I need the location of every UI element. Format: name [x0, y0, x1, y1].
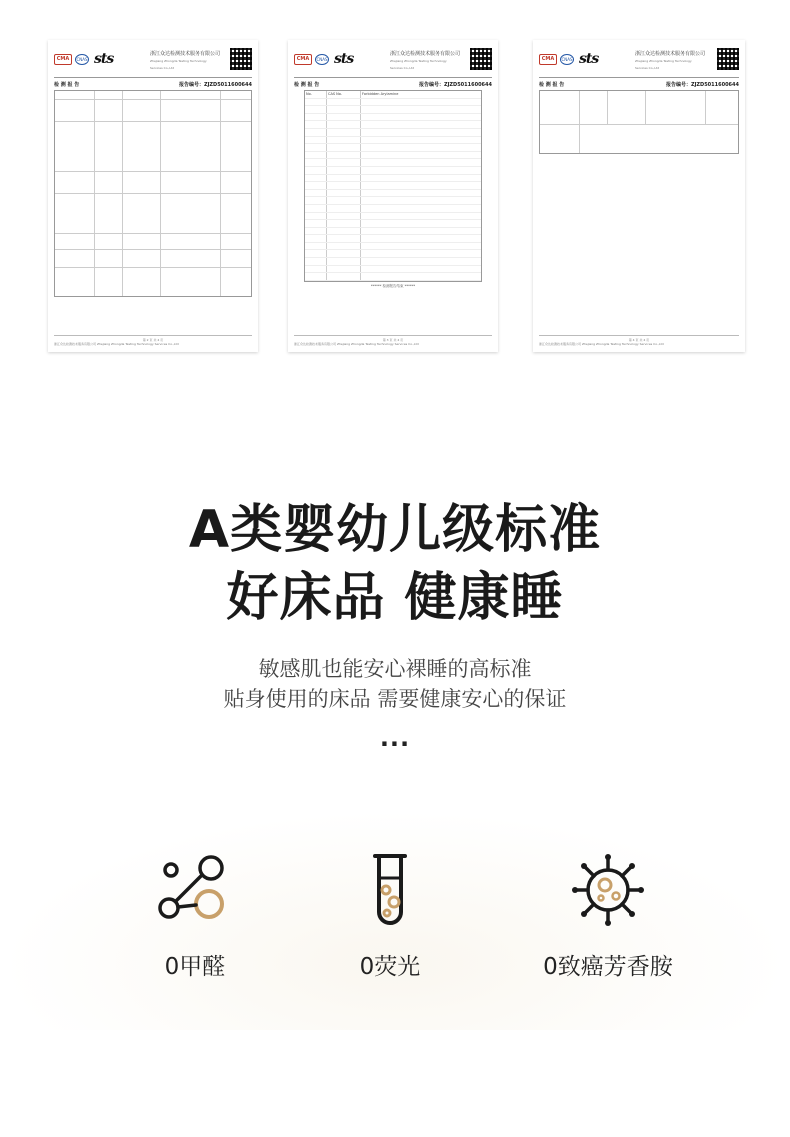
table-cell: [305, 266, 327, 273]
table-cell: [305, 235, 327, 242]
table-row: [305, 129, 481, 137]
sts-logo: sts: [334, 51, 354, 67]
table-row: [305, 266, 481, 274]
table-cell: [305, 106, 327, 113]
table-cell: [327, 144, 361, 151]
table-cell: [327, 250, 361, 257]
table-cell: [327, 99, 361, 106]
test-report-page-1: [48, 40, 258, 352]
table-cell: [327, 159, 361, 166]
table-cell: [305, 129, 327, 136]
table-cell: [327, 273, 361, 280]
column-header: Forbidden Arylamine: [362, 92, 399, 96]
table-cell: [305, 167, 327, 174]
molecule-icon: [155, 850, 235, 930]
table-cell: [305, 159, 327, 166]
headline-line-2: 好床品 健康睡: [226, 568, 564, 628]
table-cell: [305, 152, 327, 159]
table-cell: [305, 273, 327, 280]
table-row: [305, 106, 481, 114]
table-cell: [327, 220, 361, 227]
table-cell: [327, 258, 361, 265]
test-report-page-2: [288, 40, 498, 352]
cnas-logo: CNAS: [75, 54, 89, 65]
table-cell: [361, 205, 481, 212]
table-cell: [305, 213, 327, 220]
table-row: [305, 205, 481, 213]
sts-logo: sts: [94, 51, 114, 67]
report-header: [54, 46, 252, 78]
cma-logo: CMA: [54, 54, 72, 65]
table-cell: [361, 175, 481, 182]
feature-zero-carcinogenic-amine: [528, 850, 688, 981]
report-title-bar: [54, 81, 252, 88]
table-row: [305, 152, 481, 160]
report-title-bar: [294, 81, 492, 88]
virus-icon: [568, 850, 648, 930]
report-end-marker: ****** 检测报告结束 ******: [370, 283, 416, 288]
table-cell: [305, 137, 327, 144]
table-row: [305, 220, 481, 228]
table-cell: [305, 190, 327, 197]
table-cell: [305, 258, 327, 265]
cnas-logo: CNAS: [560, 54, 574, 65]
cma-logo: CMA: [539, 54, 557, 65]
table-cell: [305, 121, 327, 128]
table-cell: [361, 137, 481, 144]
table-cell: [327, 205, 361, 212]
company-name-en: Zhejiang Zhongda Testing Technology Services Co.,Ltd: [150, 59, 207, 70]
table-cell: [361, 99, 481, 106]
company-name-cn: 浙江众达检测技术服务有限公司: [150, 51, 221, 57]
table-cell: [305, 228, 327, 235]
test-report-strip: [0, 0, 790, 360]
table-row: [305, 137, 481, 145]
table-row: [305, 182, 481, 190]
table-cell: [305, 114, 327, 121]
report-footer: [54, 335, 252, 346]
report-label: 检 测 报 告: [539, 82, 565, 88]
table-cell: [361, 213, 481, 220]
sts-logo: sts: [579, 51, 599, 67]
table-cell: [361, 114, 481, 121]
company-name: [635, 51, 705, 72]
subtitle-line-2: 贴身使用的床品 需要健康安心的保证: [223, 687, 567, 711]
table-cell: [327, 243, 361, 250]
arylamine-table: [304, 90, 482, 282]
table-row: [305, 273, 481, 281]
report-label: 检 测 报 告: [294, 82, 320, 88]
table-cell: [327, 228, 361, 235]
table-row: [305, 114, 481, 122]
table-cell: [361, 228, 481, 235]
table-row: [305, 228, 481, 236]
table-cell: [361, 144, 481, 151]
column-header: CAS No.: [327, 91, 361, 98]
ellipsis-divider: ...: [379, 724, 411, 752]
company-name-cn: 浙江众达检测技术服务有限公司: [390, 51, 461, 57]
table-cell: [361, 190, 481, 197]
table-cell: [361, 129, 481, 136]
feature-zero-formaldehyde: [115, 850, 275, 981]
table-cell: [327, 182, 361, 189]
table-cell: [361, 273, 481, 280]
certification-logos: [54, 52, 113, 66]
cnas-logo: CNAS: [315, 54, 329, 65]
company-name: [390, 51, 460, 72]
table-row: [305, 159, 481, 167]
report-number: 报告编号：ZJZD5011600644: [178, 82, 252, 88]
footer-address: 浙江众达检测技术服务有限公司 Zhejiang Zhongda Testing Technology Services Co.,Ltd: [54, 342, 179, 346]
qr-code: [470, 48, 492, 70]
table-cell: [361, 266, 481, 273]
arylamine-list: [305, 99, 481, 281]
table-cell: [361, 159, 481, 166]
table-row: [305, 144, 481, 152]
table-cell: [327, 114, 361, 121]
report-number: 报告编号：ZJZD5011600644: [418, 82, 492, 88]
table-cell: [327, 213, 361, 220]
table-cell: [361, 106, 481, 113]
column-header: No.: [305, 91, 327, 98]
table-cell: [361, 235, 481, 242]
table-row: [305, 197, 481, 205]
page-number: 第 2 页 共 4 页: [142, 338, 164, 342]
report-table: [539, 90, 739, 154]
test-report-page-3: [533, 40, 745, 352]
test-tube-icon: [350, 850, 430, 930]
table-row: [305, 190, 481, 198]
table-cell: [361, 220, 481, 227]
table-row: [305, 250, 481, 258]
table-cell: [361, 258, 481, 265]
report-table: [54, 90, 252, 297]
table-cell: [361, 121, 481, 128]
table-cell: [305, 99, 327, 106]
report-header: [294, 46, 492, 78]
table-cell: [305, 182, 327, 189]
table-row: [305, 213, 481, 221]
table-cell: [305, 243, 327, 250]
report-number: 报告编号：ZJZD5011600644: [665, 82, 739, 88]
company-name-en: Zhejiang Zhongda Testing Technology Services Co.,Ltd: [635, 59, 692, 70]
feature-label: 0致癌芳香胺: [543, 954, 673, 980]
table-cell: [327, 137, 361, 144]
table-row: [305, 243, 481, 251]
company-name-cn: 浙江众达检测技术服务有限公司: [635, 51, 706, 57]
qr-code: [717, 48, 739, 70]
table-row: [305, 235, 481, 243]
table-cell: [305, 250, 327, 257]
certification-logos: [539, 52, 598, 66]
table-cell: [327, 106, 361, 113]
feature-row: [0, 810, 790, 1030]
table-cell: [361, 182, 481, 189]
feature-label: 0甲醛: [164, 954, 226, 980]
report-footer: [539, 335, 739, 346]
table-cell: [305, 175, 327, 182]
table-cell: [361, 197, 481, 204]
table-cell: [327, 152, 361, 159]
table-row: [305, 121, 481, 129]
table-header-row: [305, 91, 481, 99]
page-number: 第 3 页 共 4 页: [382, 338, 404, 342]
subtitle-line-1: 敏感肌也能安心裸睡的高标准: [258, 657, 532, 681]
table-row: [305, 99, 481, 107]
feature-zero-fluorescent: [310, 850, 470, 981]
table-cell: [305, 197, 327, 204]
qr-code: [230, 48, 252, 70]
table-cell: [327, 129, 361, 136]
company-name-en: Zhejiang Zhongda Testing Technology Services Co.,Ltd: [390, 59, 447, 70]
table-cell: [327, 197, 361, 204]
page-number: 第 4 页 共 4 页: [628, 338, 650, 342]
feature-label: 0荧光: [359, 954, 421, 980]
table-cell: [361, 250, 481, 257]
table-cell: [305, 220, 327, 227]
table-row: [305, 258, 481, 266]
report-header: [539, 46, 739, 78]
footer-address: 浙江众达检测技术服务有限公司 Zhejiang Zhongda Testing Technology Services Co.,Ltd: [539, 342, 664, 346]
table-cell: [327, 266, 361, 273]
table-cell: [327, 190, 361, 197]
table-cell: [327, 235, 361, 242]
certification-logos: [294, 52, 353, 66]
table-cell: [361, 152, 481, 159]
footer-address: 浙江众达检测技术服务有限公司 Zhejiang Zhongda Testing Technology Services Co.,Ltd: [294, 342, 419, 346]
table-cell: [361, 243, 481, 250]
company-name: [150, 51, 220, 72]
table-cell: [327, 167, 361, 174]
headline-line-1: A类婴幼儿级标准: [188, 500, 602, 560]
report-title-bar: [539, 81, 739, 88]
table-cell: [361, 167, 481, 174]
report-label: 检 测 报 告: [54, 82, 80, 88]
table-row: [305, 167, 481, 175]
table-cell: [305, 144, 327, 151]
table-cell: [327, 121, 361, 128]
cma-logo: CMA: [294, 54, 312, 65]
report-footer: [294, 335, 492, 346]
table-row: [305, 175, 481, 183]
table-cell: [327, 175, 361, 182]
table-cell: [305, 205, 327, 212]
